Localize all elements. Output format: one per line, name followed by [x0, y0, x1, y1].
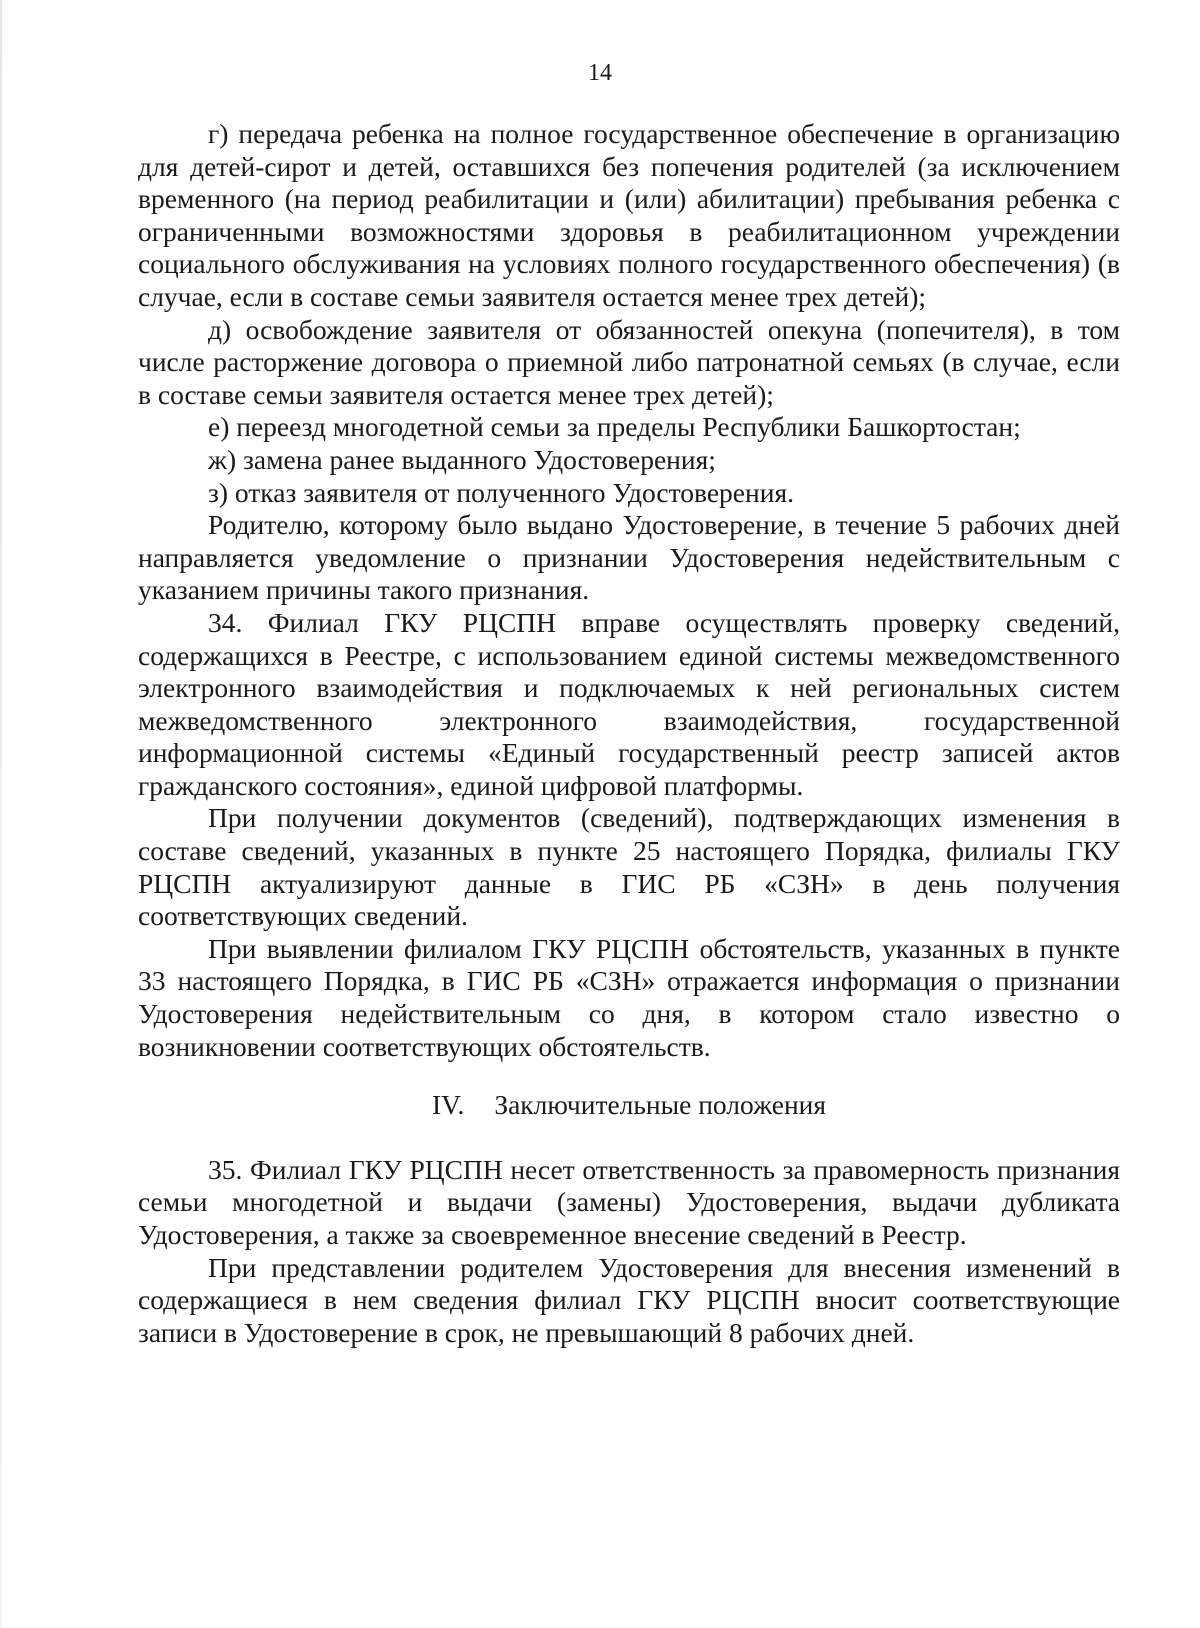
paragraph-documents-update: При получении документов (сведений), подтверждающих изменения в составе сведений, указанных в пункте 25 настоящего Порядка, филиалы ГКУ РЦСПН актуализируют данные в ГИС РБ «СЗН» в день получения соответствующих сведений. — [138, 802, 1120, 932]
paragraph-changes: При представлении родителем Удостоверения для внесения изменений в содержащиеся в нем сведения филиал ГКУ РЦСПН вносит соответствующие записи в Удостоверение в срок, не превышающий 8 рабочих дней. — [138, 1251, 1120, 1348]
scan-edge — [0, 0, 2, 1628]
paragraph-e: е) переезд многодетной семьи за пределы Республики Башкортостан; — [208, 411, 1021, 443]
paragraph-g: г) передача ребенка на полное государственное обеспечение в организацию для детей-сирот и детей, оставшихся без попечения родителей (за исключением временного (на период реабилитации и (или) абилитации) пребывания ребенка с ограниченными возможностями здоровья в реабилитационном учреждении социального обслуживания на условиях полного государственного обеспечения) (в случае, если в составе семьи заявителя остается менее трех детей); — [138, 118, 1120, 312]
section-number: IV. — [431, 1089, 465, 1121]
paragraph-circumstances: При выявлении филиалом ГКУ РЦСПН обстоятельств, указанных в пункте 33 настоящего Порядка, в ГИС РБ «СЗН» отражается информация о признании Удостоверения недействительным со дня, в котором стало известно о возникновении соответствующих обстоятельств. — [138, 932, 1120, 1062]
paragraph-34: 34. Филиал ГКУ РЦСПН вправе осуществлять проверку сведений, содержащихся в Реестре, с использованием единой системы межведомственного электронного взаимодействия и подключаемых к ней региональных систем межведомственного электронного взаимодействия, государственной информационной системы «Единый государственный реестр записей актов гражданского состояния», единой цифровой платформы. — [138, 606, 1120, 801]
paragraph-notification: Родителю, которому было выдано Удостоверение, в течение 5 рабочих дней направляется уведомление о признании Удостоверения недействительным с указанием причины такого признания. — [138, 509, 1120, 606]
paragraph-z: з) отказ заявителя от полученного Удостоверения. — [208, 476, 794, 508]
paragraph-zh: ж) замена ранее выданного Удостоверения; — [208, 443, 716, 475]
paragraph-35: 35. Филиал ГКУ РЦСПН несет ответственность за правомерность признания семьи многодетной и выдачи (замены) Удостоверения, выдачи дубликата Удостоверения, а также за своевременное внесение сведений в Реестр. — [138, 1153, 1120, 1250]
document-body — [138, 118, 1120, 1349]
paragraph-d: д) освобождение заявителя от обязанностей опекуна (попечителя), в том числе расторжение договора о приемной либо патронатной семьях (в случае, если в составе семьи заявителя остается менее трех детей); — [138, 313, 1120, 410]
section-heading — [138, 1089, 1120, 1122]
page-number: 14 — [588, 60, 612, 86]
section-title: Заключительные положения — [494, 1089, 827, 1121]
